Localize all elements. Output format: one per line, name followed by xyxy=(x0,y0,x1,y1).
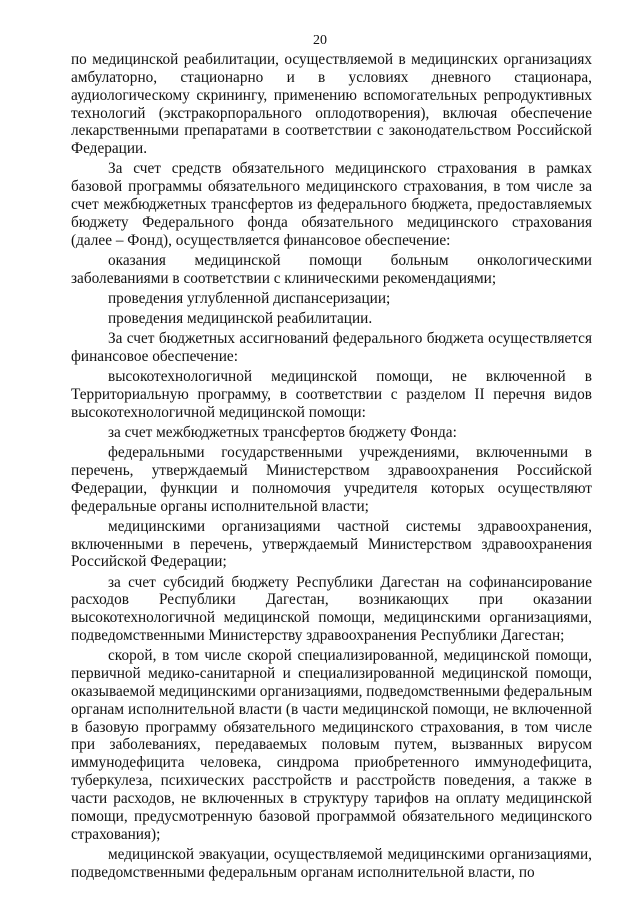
paragraph xyxy=(71,518,592,572)
text-line: туберкулеза, психических расстройств и расстройств поведения, а также в xyxy=(71,772,592,790)
text-line: лекарственными препаратами в соответствии с законодательством Российской xyxy=(71,122,592,140)
text-line: бюджету Федерального фонда обязательного медицинского страхования xyxy=(71,213,592,231)
text-line: по медицинской реабилитации, осуществляемой в медицинских организациях xyxy=(71,51,592,68)
text-line: страхования); xyxy=(71,825,161,843)
paragraph xyxy=(71,368,592,422)
text-line: технологий (экстракорпорального оплодотворения), включая обеспечение xyxy=(71,104,592,122)
text-line: амбулаторно, стационарно и в условиях дневного стационара, xyxy=(71,68,592,86)
text-line: финансовое обеспечение: xyxy=(71,347,238,365)
paragraph xyxy=(71,330,592,366)
paragraph xyxy=(71,574,592,645)
text-line: подведомственными федеральным органам исполнительной власти, по xyxy=(71,863,535,881)
text-line: высокотехнологичной медицинской помощи, медицинскими организациями, xyxy=(71,609,592,627)
text-line: при заболеваниях, передаваемых половым путем, вызванных вирусом xyxy=(71,736,592,754)
text-line: помощи, предусмотренную базовой программой обязательного медицинского xyxy=(71,807,592,825)
text-line: Российской Федерации; xyxy=(71,553,227,571)
text-line: аудиологическому скринингу, применению вспомогательных репродуктивных xyxy=(71,86,592,104)
text-line: За счет бюджетных ассигнований федерального бюджета осуществляется xyxy=(108,330,592,348)
text-line: оказания медицинской помощи больным онкологическими xyxy=(108,251,592,269)
text-line: Федерации. xyxy=(71,140,148,158)
text-line: медицинскими организациями частной системы здравоохранения, xyxy=(108,517,592,535)
paragraph xyxy=(71,310,592,328)
text-line: проведения медицинской реабилитации. xyxy=(108,310,373,327)
text-line: подведомственными Министерству здравоохранения Республики Дагестан; xyxy=(71,627,565,645)
text-line: скорой, в том числе скорой специализированной, медицинской помощи, xyxy=(108,647,592,665)
text-line: за счет межбюджетных трансфертов бюджету Фонда: xyxy=(108,423,457,441)
paragraph xyxy=(71,846,592,882)
text-line: включенными в перечень, утверждаемый Министерством здравоохранения xyxy=(71,535,592,553)
page-number: 20 xyxy=(313,33,327,48)
paragraph xyxy=(71,647,592,843)
text-line: счет межбюджетных трансфертов из федерального бюджета, предоставляемых xyxy=(71,196,592,214)
text-line: в базовую программу обязательного медицинского страхования, в том числе xyxy=(71,718,592,736)
text-line: Федерации, функции и полномочия учредителя которых осуществляют xyxy=(71,479,592,497)
text-line: первичной медико-санитарной и специализированной медицинской помощи, xyxy=(71,665,592,683)
text-line: медицинской эвакуации, осуществляемой медицинскими организациями, xyxy=(108,845,592,863)
text-line: высокотехнологичной медицинской помощи, не включенной в xyxy=(108,368,592,386)
paragraph xyxy=(71,160,592,249)
document-body xyxy=(71,51,592,882)
text-line: федеральные органы исполнительной власти; xyxy=(71,497,369,515)
text-line: иммунодефицита человека, синдрома приобретенного иммунодефицита, xyxy=(71,754,592,772)
paragraph xyxy=(71,51,592,158)
paragraph xyxy=(71,424,592,442)
text-line: За счет средств обязательного медицинского страхования в рамках xyxy=(108,160,592,178)
text-line: заболеваниями в соответствии с клиническими рекомендациями; xyxy=(71,269,497,287)
text-line: федеральными государственными учреждениями, включенными в xyxy=(108,444,592,462)
text-line: высокотехнологичной медицинской помощи: xyxy=(71,403,366,421)
text-line: перечень, утверждаемый Министерством здравоохранения Российской xyxy=(71,461,592,479)
text-line: базовой программы обязательного медицинского страхования, в том числе за xyxy=(71,178,592,196)
paragraph xyxy=(71,252,592,288)
text-line: органам исполнительной власти (в части медицинской помощи, не включенной xyxy=(71,700,592,718)
text-line: (далее – Фонд), осуществляется финансовое обеспечение: xyxy=(71,231,451,249)
text-line: части расходов, не включенных в структуру тарифов на оплату медицинской xyxy=(71,790,592,808)
text-line: оказываемой медицинскими организациями, подведомственными федеральным xyxy=(71,682,593,700)
text-line: Территориальную программу, в соответствии с разделом II перечня видов xyxy=(71,385,592,403)
text-line: расходов Республики Дагестан, возникающих при оказании xyxy=(71,591,592,609)
text-line: проведения углубленной диспансеризации; xyxy=(108,289,391,307)
text-line: за счет субсидий бюджету Республики Дагестан на софинансирование xyxy=(108,573,592,591)
paragraph xyxy=(71,444,592,515)
paragraph xyxy=(71,290,592,308)
